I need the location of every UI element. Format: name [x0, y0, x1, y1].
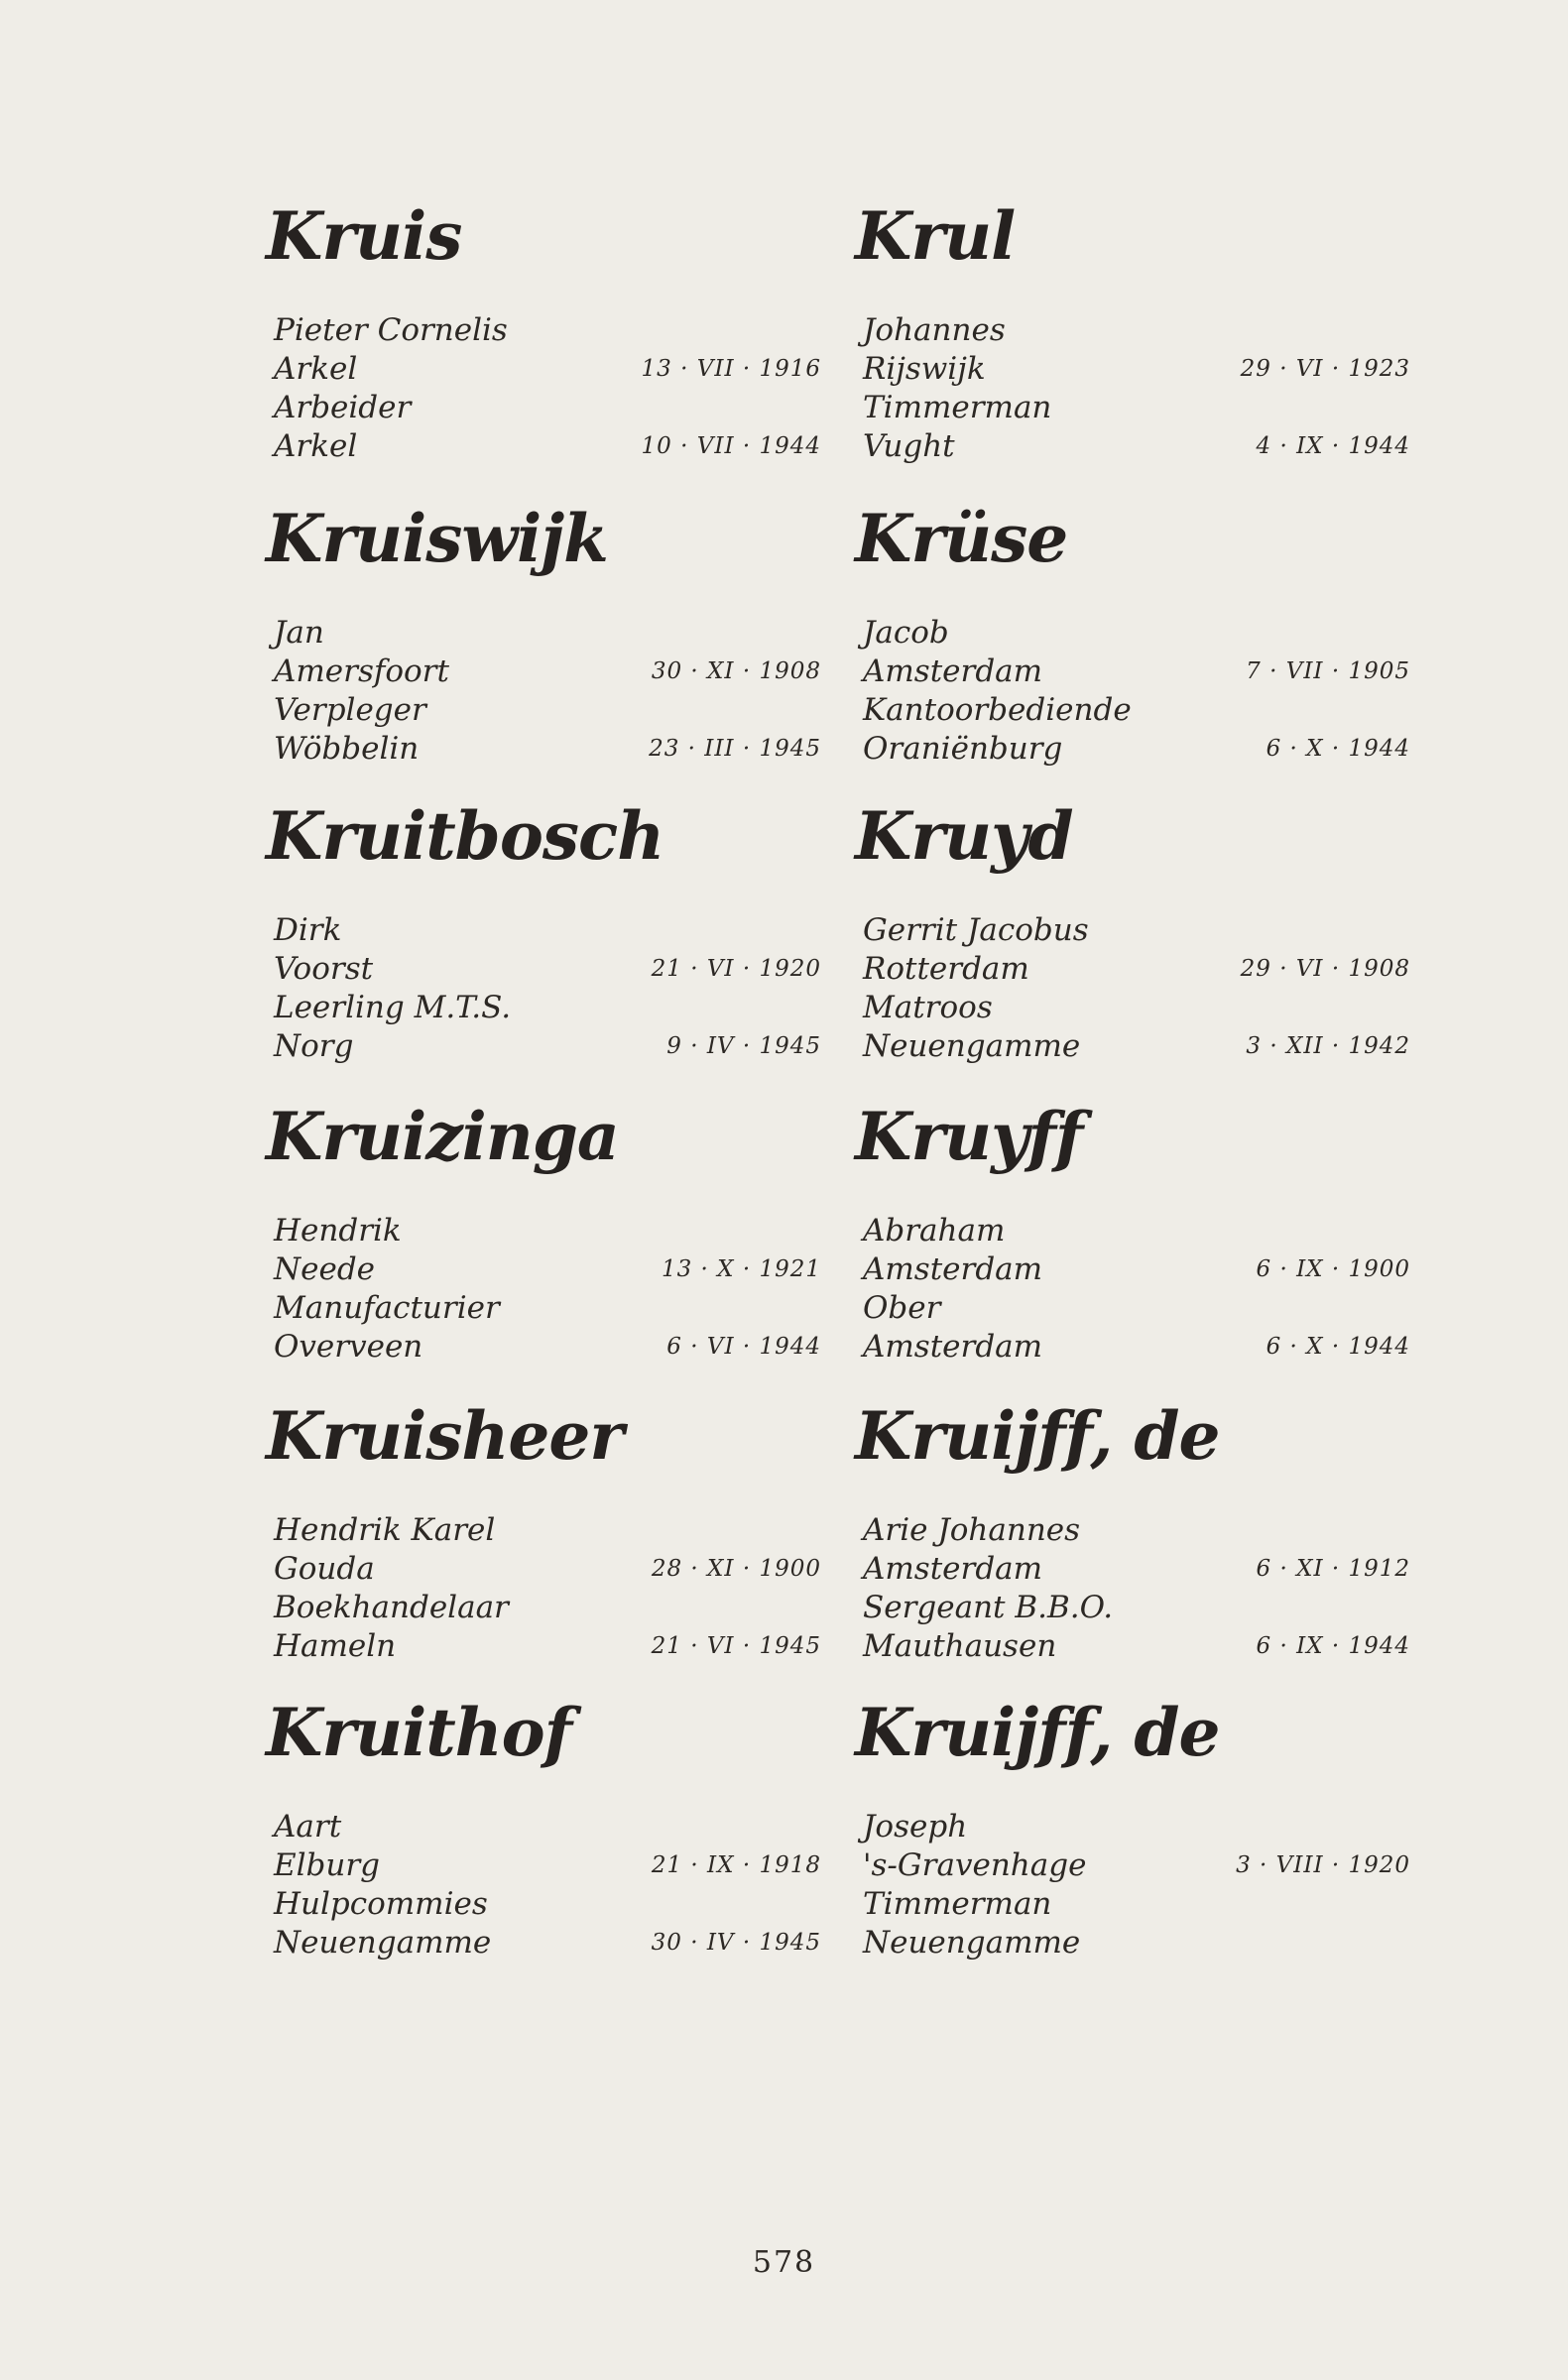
birthplace: 's-Gravenhage: [863, 1847, 1087, 1883]
given-names: Pieter Cornelis: [274, 312, 508, 348]
deathplace: Neuengamme: [863, 1028, 1081, 1064]
given-names: Aart: [274, 1809, 342, 1844]
occupation: Timmerman: [863, 390, 1052, 425]
birth-date: 7 · VII · 1905: [1246, 658, 1410, 684]
occupation: Boekhandelaar: [274, 1590, 509, 1625]
birth-date: 13 · X · 1921: [661, 1256, 821, 1282]
deathplace: Neuengamme: [863, 1925, 1081, 1961]
surname: Kruisheer: [266, 1397, 624, 1475]
surname: Kruijff, de: [855, 1694, 1220, 1771]
death-date: 6 · VI · 1944: [666, 1334, 821, 1360]
entry: [266, 500, 821, 783]
deathplace: Arkel: [274, 428, 358, 464]
entry: [266, 1098, 821, 1381]
occupation: Leerling M.T.S.: [274, 990, 512, 1025]
entry: [266, 1694, 821, 1977]
birthplace: Voorst: [274, 951, 374, 987]
entry: [855, 500, 1410, 783]
surname: Kruizinga: [266, 1098, 619, 1175]
birthplace: Rijswijk: [863, 351, 986, 387]
occupation: Hulpcommies: [274, 1886, 488, 1922]
surname: Kruyd: [855, 797, 1073, 875]
occupation: Matroos: [863, 990, 993, 1025]
surname: Kruiswijk: [266, 500, 608, 577]
entry: [855, 1694, 1410, 1977]
given-names: Dirk: [274, 912, 342, 948]
entry: [855, 1098, 1410, 1381]
given-names: Gerrit Jacobus: [863, 912, 1089, 948]
death-date: 23 · III · 1945: [649, 736, 821, 762]
occupation: Arbeider: [274, 390, 412, 425]
birth-date: 6 · IX · 1900: [1256, 1256, 1410, 1282]
surname: Kruis: [266, 197, 462, 275]
death-date: 6 · X · 1944: [1266, 736, 1410, 762]
deathplace: Norg: [274, 1028, 354, 1064]
birthplace: Gouda: [274, 1551, 375, 1587]
occupation: Ober: [863, 1290, 941, 1326]
deathplace: Wöbbelin: [274, 731, 420, 767]
deathplace: Hameln: [274, 1628, 397, 1664]
birthplace: Arkel: [274, 351, 358, 387]
birthplace: Rotterdam: [863, 951, 1029, 987]
birthplace: Amsterdam: [863, 654, 1043, 689]
given-names: Abraham: [863, 1213, 1006, 1249]
birthplace: Amersfoort: [274, 654, 449, 689]
birth-date: 3 · VIII · 1920: [1236, 1852, 1410, 1878]
death-date: 3 · XII · 1942: [1246, 1033, 1410, 1059]
birth-date: 6 · XI · 1912: [1256, 1556, 1410, 1582]
birth-date: 28 · XI · 1900: [651, 1556, 821, 1582]
deathplace: Mauthausen: [863, 1628, 1057, 1664]
surname: Krul: [855, 197, 1016, 275]
surname: Krüse: [855, 500, 1068, 577]
death-date: 9 · IV · 1945: [666, 1033, 821, 1059]
birth-date: 30 · XI · 1908: [651, 658, 821, 684]
surname: Kruitbosch: [266, 797, 664, 875]
birth-date: 13 · VII · 1916: [641, 356, 821, 382]
deathplace: Overveen: [274, 1329, 423, 1365]
entry: [266, 1397, 821, 1681]
given-names: Hendrik Karel: [274, 1512, 496, 1548]
entry: [855, 1397, 1410, 1681]
birth-date: 21 · VI · 1920: [651, 956, 821, 982]
entry: [266, 197, 821, 481]
surname: Kruyff: [855, 1098, 1083, 1175]
page-number: 578: [752, 2245, 816, 2280]
entry: [266, 797, 821, 1081]
occupation: Sergeant B.B.O.: [863, 1590, 1114, 1625]
given-names: Hendrik: [274, 1213, 402, 1249]
birthplace: Amsterdam: [863, 1251, 1043, 1287]
given-names: Johannes: [863, 312, 1006, 348]
deathplace: Oraniënburg: [863, 731, 1063, 767]
birth-date: 21 · IX · 1918: [651, 1852, 821, 1878]
given-names: Jan: [274, 615, 324, 651]
surname: Kruithof: [266, 1694, 572, 1771]
birthplace: Elburg: [274, 1847, 381, 1883]
given-names: Joseph: [863, 1809, 968, 1844]
deathplace: Vught: [863, 428, 955, 464]
occupation: Timmerman: [863, 1886, 1052, 1922]
deathplace: Amsterdam: [863, 1329, 1043, 1365]
death-date: 4 · IX · 1944: [1256, 433, 1410, 459]
birthplace: Amsterdam: [863, 1551, 1043, 1587]
death-date: 10 · VII · 1944: [641, 433, 821, 459]
given-names: Jacob: [863, 615, 949, 651]
death-date: 6 · IX · 1944: [1256, 1633, 1410, 1659]
occupation: Verpleger: [274, 692, 426, 728]
death-date: 6 · X · 1944: [1266, 1334, 1410, 1360]
given-names: Arie Johannes: [863, 1512, 1081, 1548]
death-date: 21 · VI · 1945: [651, 1633, 821, 1659]
surname: Kruijff, de: [855, 1397, 1220, 1475]
death-date: 30 · IV · 1945: [651, 1930, 821, 1956]
occupation: Kantoorbediende: [863, 692, 1132, 728]
entry: [855, 197, 1410, 481]
birth-date: 29 · VI · 1923: [1240, 356, 1410, 382]
birthplace: Neede: [274, 1251, 376, 1287]
birth-date: 29 · VI · 1908: [1240, 956, 1410, 982]
deathplace: Neuengamme: [274, 1925, 492, 1961]
occupation: Manufacturier: [274, 1290, 500, 1326]
entry: [855, 797, 1410, 1081]
